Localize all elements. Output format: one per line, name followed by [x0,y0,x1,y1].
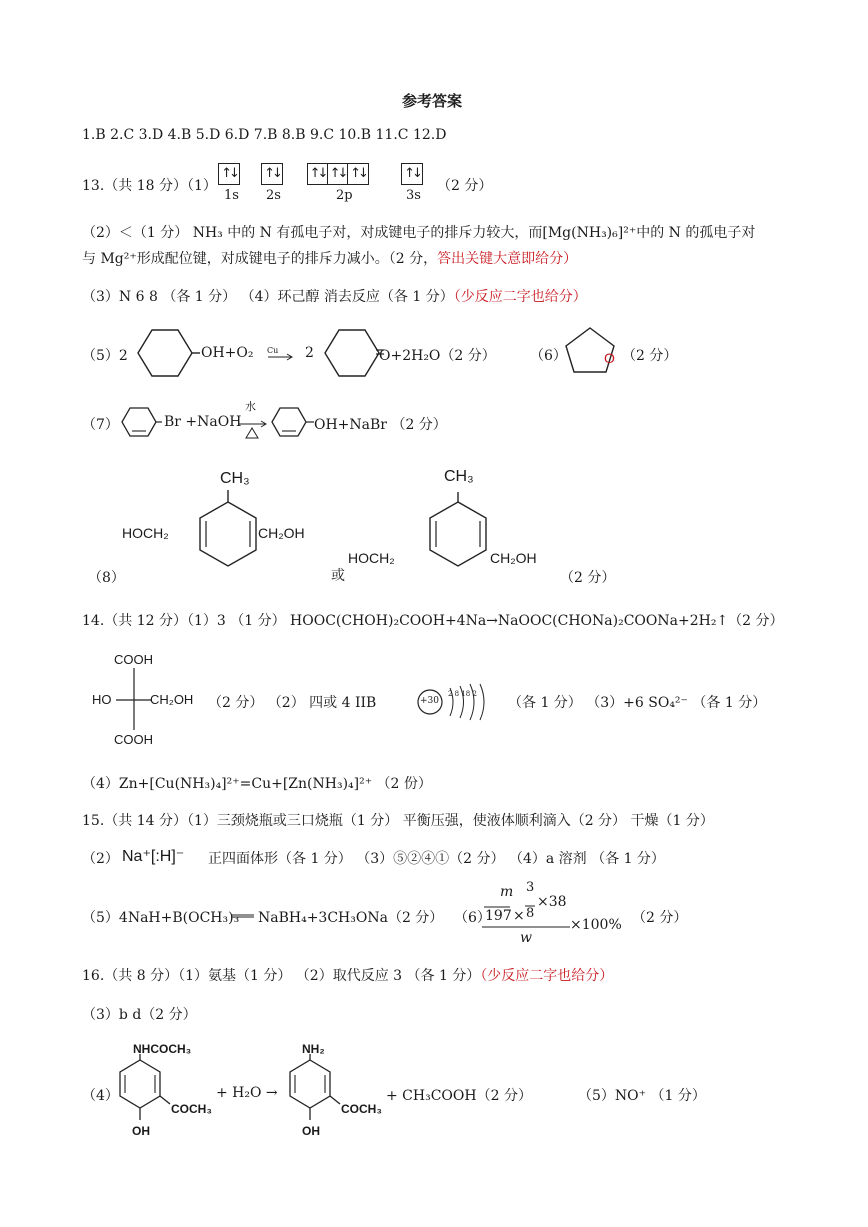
hydroxymethyl-left-b: HOCH₂ [348,550,395,566]
orbital-3s: ↑↓ [401,163,423,185]
q13-p2-line2: 与 Mg²⁺形成配位键，对成键电子的排斥力减小。（2 分，答出关键大意即给分） [82,251,578,267]
q15-p1: 15.（共 14 分）（1）三颈烧瓶或三口烧瓶（1 分） 平衡压强，使液体顺利滴入（2 分） 干燥（1 分） [82,813,714,829]
reaction-arrow [230,905,256,919]
q13-p8-score: （2 分） [560,570,616,586]
hydroxymethyl: CH₂OH [150,692,194,707]
hydroxymethyl-left-a: HOCH₂ [122,525,169,541]
mc-answers: 1.B 2.C 3.D 4.B 5.D 6.D 7.B 8.B 9.C 10.B 11.C 12.D [82,127,447,143]
q16-p5: （5）NO⁺ （1 分） [578,1088,706,1104]
q13-p1-score: （2 分） [437,178,493,194]
q13-p5-reactant: OH+O₂ [201,345,254,361]
structure-8b-diagram [410,492,510,588]
scoring-note: 答出关键大意即给分） [437,251,578,267]
frac-x38: ×38 [537,894,567,910]
q13-p7-label: （7） [82,417,119,433]
q16-p4-products: + CH₃COOH（2 分） [386,1088,532,1104]
acetamido-ketone-diagram [112,1052,222,1132]
or-word: 或 [331,568,345,584]
q14-p4: （4）Zn+[Cu(NH₃)₄]²⁺=Cu+[Zn(NH₃)₄]²⁺ （2 份） [82,776,432,792]
q16-p1: 16.（共 8 分）（1）氨基（1 分） （2）取代反应 3 （各 1 分）（少反应二字也给分） [82,968,614,984]
q14-p1: 14.（共 12 分）（1）3 （1 分） HOOC(CHOH)₂COOH+4Na→NaOOC(CHONa)₂COONa+2H₂↑（2 分） [82,613,784,629]
hydroxyl-group-left: OH [132,1124,150,1138]
hydroxyl-group-right: OH [302,1124,320,1138]
q15-p6-label: （6） [454,910,491,926]
q13-p3-p4: （3）N 6 8 （各 1 分） （4）环己醇 消去反应（各 1 分）（少反应二字也给分） [82,289,587,305]
q15-p6-score: （2 分） [632,910,688,926]
hydroxymethyl-right-a: CH₂OH [258,525,305,541]
q13-p6-label: （6） [530,348,567,364]
frac-percent: ×100% [570,917,622,933]
methyl-group-b: CH₃ [444,468,474,485]
frac-8: 8 [526,906,535,921]
q13-p7-products: OH+NaBr （2 分） [314,417,447,433]
orbital-label-2s: 2s [266,188,281,203]
carboxyl-top: COOH [114,652,153,667]
cyclohexanol-oxidation-diagram [128,322,388,384]
q13-p6-score: （2 分） [622,348,678,364]
electron-shells: 2 8 18 2 [448,690,477,698]
methyl-group-a: CH₃ [220,470,250,487]
q13-p5-coef: 2 [305,345,314,361]
scoring-note: （少反应二字也给分） [453,289,587,305]
q14-p2: （2 分） （2） 四或 4 IIB [208,695,377,711]
orbital-label-1s: 1s [224,188,239,203]
plus-water: + H₂O → [216,1085,278,1101]
fraction-bars [480,895,572,935]
q13-p2-line1: （2）＜（1 分） NH₃ 中的 N 有孤电子对，对成键电子的排斥力较大，而[Mg(NH₃)₆]²⁺中的 N 的孤电子对 [82,225,756,241]
carboxyl-bottom: COOH [114,732,153,747]
frac-times: × [513,908,525,924]
amino-group: NH₂ [302,1042,325,1056]
orbital-label-3s: 3s [406,188,421,203]
page-title: 参考答案 [402,92,463,110]
scoring-note: （少反应二字也给分） [480,968,614,984]
q13-p8-label: （8） [88,570,125,586]
frac-197: 197 [485,908,512,924]
frac-3: 3 [526,880,535,895]
acetamido-group: NHCOCH₃ [133,1042,192,1056]
q15-p2-label: （2） [82,851,119,867]
double-bond-mark [376,348,384,356]
orbital-label-2p: 2p [336,188,353,203]
orbital-2p: ↑↓ ↑↓ ↑↓ [307,163,369,185]
oxygen-atom: O [604,350,615,366]
q13-head: 13.（共 18 分）（1） [82,178,217,194]
orbital-2s: ↑↓ [261,163,283,185]
q15-p2-rest: 正四面体形（各 1 分） （3）⑤②④①（2 分） （4）a 溶剂 （各 1 分） [208,851,665,867]
catalyst-label: Cu [267,346,279,355]
q13-p5-product: O+2H₂O（2 分） [379,348,496,364]
q13-p7-reactants: Br +NaOH [164,414,242,430]
nucleus-charge: +30 [420,696,439,706]
hydroxymethyl-right-b: CH₂OH [490,550,537,566]
q16-p3: （3）b d（2 分） [82,1007,197,1023]
frac-w: w [520,930,532,946]
acetyl-group-right: COCH₃ [341,1102,382,1116]
q15-p5: （5）4NaH+B(OCH₃)₃ [82,910,240,926]
frac-m: m [500,884,514,900]
acetyl-group-left: COCH₃ [171,1102,212,1116]
orbital-1s: ↑↓ [218,163,240,185]
amino-ketone-diagram [282,1052,392,1132]
hydroxyl-left: HO [92,692,112,707]
sodium-hydride-formula: Na⁺[:H]⁻ [122,848,185,865]
q15-p5-products: NaBH₄+3CH₃ONa（2 分） [258,910,444,926]
condition-water: 水 [245,400,256,413]
q14-p2-b: （各 1 分） （3）+6 SO₄²⁻ （各 1 分） [508,695,767,711]
q13-p5-label: （5）2 [82,348,128,364]
q16-p4-label: （4） [82,1088,119,1104]
